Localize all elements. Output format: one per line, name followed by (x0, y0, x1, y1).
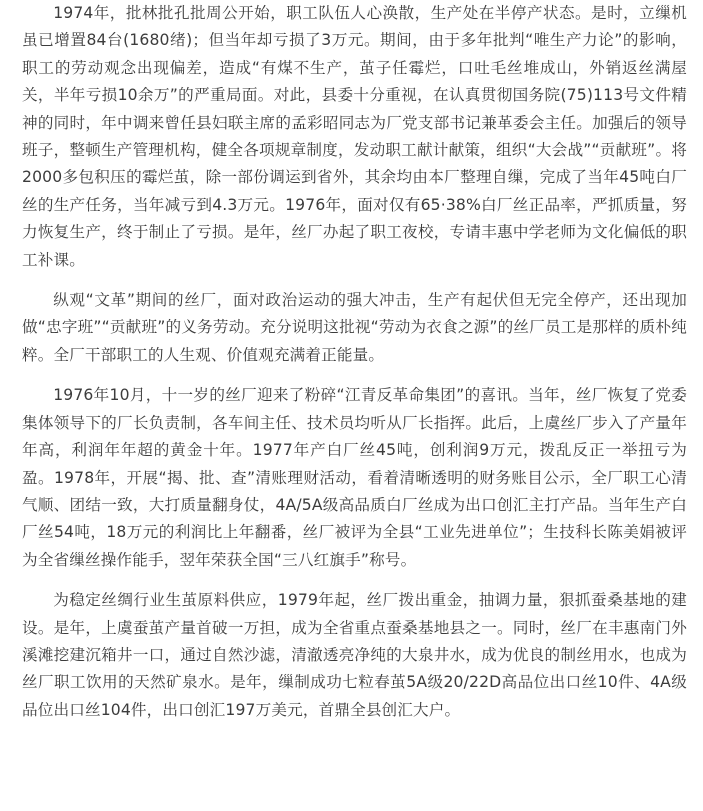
paragraph-1979-sericulture-base: 为稳定丝绸行业生茧原料供应，1979年起，丝厂拨出重金，抽调力量，狠抓蚕桑基地的建设。是年，上虞蚕茧产量首破一万担，成为全省重点蚕桑基地县之一。同时，丝厂在丰惠南门外溪滩挖建沉箱井一口，通过自然沙滤，清澈透亮净纯的大泉井水，成为优良的制丝用水，也成为丝厂职工饮用的天然矿泉水。是年，缫制成功七粒春茧5A级20/22D高品位出口丝10件、4A级品位出口丝104件，出口创汇197万美元，首鼎全县创汇大户。 (22, 591, 687, 719)
article-body (22, 0, 687, 724)
paragraph-cultural-revolution-summary: 纵观“文革”期间的丝厂，面对政治运动的强大冲击，生产有起伏但无完全停产，还出现加做“忠字班”“贡献班”的义务劳动。充分说明这批视“劳动为衣食之源”的丝厂员工是那样的质朴纯粹。全厂干部职工的人生观、价值观充满着正能量。 (22, 291, 687, 364)
paragraph-1976-golden-decade: 1976年10月，十一岁的丝厂迎来了粉碎“江青反革命集团”的喜讯。当年，丝厂恢复了党委集体领导下的厂长负责制，各车间主任、技术员均听从厂长指挥。此后，上虞丝厂步入了产量年年高，利润年年超的黄金十年。1977年产白厂丝45吨，创利润9万元，拨乱反正一举扭亏为盈。1978年，开展“揭、批、查”清账理财活动，看着清晰透明的财务账目公示，全厂职工心清气顺、团结一致，大打质量翻身仗，4A/5A级高品质白厂丝成为出口创汇主打产品。当年生产白厂丝54吨，18万元的利润比上年翻番，丝厂被评为全县“工业先进单位”；生技科长陈美娟被评为全省缫丝操作能手，翌年荣获全国“三八红旗手”称号。 (22, 386, 687, 569)
paragraph-1974-recovery: 1974年，批林批孔批周公开始，职工队伍人心涣散，生产处在半停产状态。是时，立缫机虽已增置84台(1680绪)；但当年却亏损了3万元。期间，由于多年批判“唯生产力论”的影响，职工的劳动观念出现偏差，造成“有煤不生产，茧子任霉烂，口吐毛丝堆成山，外销返丝满屋关，半年亏损10余万”的严重局面。对此，县委十分重视，在认真贯彻国务院(75)113号文件精神的同时，年中调来曾任县妇联主席的孟彩昭同志为厂党支部书记兼革委会主任。加强后的领导班子，整顿生产管理机构，健全各项规章制度，发动职工献计献策，组织“大会战”“贡献班”。将2000多包积压的霉烂茧，除一部份调运到省外，其余均由本厂整理自缫，完成了当年45吨白厂丝的生产任务，当年减亏到4.3万元。1976年，面对仅有65·38%白厂丝正品率，严抓质量，努力恢复生产，终于制止了亏损。是年，丝厂办起了职工夜校，专请丰惠中学老师为文化偏低的职工补课。 (22, 4, 687, 269)
